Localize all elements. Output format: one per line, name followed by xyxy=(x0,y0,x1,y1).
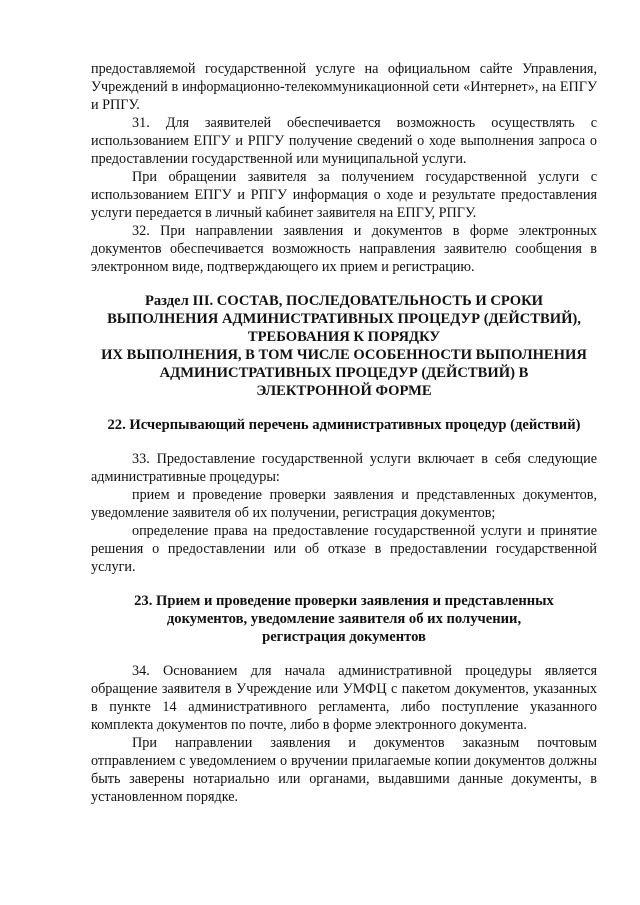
subsection-23-heading xyxy=(91,592,597,646)
section-heading-line: Раздел III. СОСТАВ, ПОСЛЕДОВАТЕЛЬНОСТЬ И СРОКИ xyxy=(144,293,544,309)
paragraph-33: 33. Предоставление государственной услуги включает в себя следующие административные процедуры: xyxy=(91,451,597,485)
paragraph-31: 31. Для заявителей обеспечивается возможность осуществлять с использованием ЕПГУ и РПГУ получение сведений о ходе выполнения запроса о предоставлении государственной или муниципальной услуги. xyxy=(91,115,597,167)
paragraph-33-item-2: определение права на предоставление государственной услуги и принятие решения о предоставлении или об отказе в предоставлении государственной услуги. xyxy=(91,523,597,575)
paragraph-34: 34. Основанием для начала административной процедуры является обращение заявителя в Учреждение или УМФЦ с пакетом документов, указанных в пункте 14 административного регламента, либо поступление указанного комплекта документов по почте, либо в форме электронного документа. xyxy=(91,663,597,733)
paragraph-continuation: предоставляемой государственной услуге на официальном сайте Управления, Учреждений в информационно-телекоммуникационной сети «Интернет», на ЕПГУ и РПГУ. xyxy=(91,61,597,113)
section-heading-line: ИХ ВЫПОЛНЕНИЯ, В ТОМ ЧИСЛЕ ОСОБЕННОСТИ ВЫПОЛНЕНИЯ xyxy=(101,347,587,363)
spacer xyxy=(91,400,597,416)
paragraph-32: 32. При направлении заявления и документов в форме электронных документов обеспечивается возможность направления заявителю сообщения в электронном виде, подтверждающего их прием и регистрацию. xyxy=(91,223,597,275)
spacer xyxy=(91,276,597,292)
paragraph-34-second: При направлении заявления и документов заказным почтовым отправлением с уведомлением о вручении прилагаемые копии документов должны быть заверены нотариально или органами, выдавшими данные документы, в установленном порядке. xyxy=(91,735,597,805)
document-body xyxy=(91,60,597,806)
spacer xyxy=(91,576,597,592)
subsection-heading-line: документов, уведомление заявителя об их получении, xyxy=(166,611,522,627)
section-3-heading xyxy=(91,292,597,400)
section-heading-line: ТРЕБОВАНИЯ К ПОРЯДКУ xyxy=(247,329,441,345)
section-heading-line: ВЫПОЛНЕНИЯ АДМИНИСТРАТИВНЫХ ПРОЦЕДУР (ДЕЙСТВИЙ), xyxy=(107,311,581,327)
spacer xyxy=(91,434,597,450)
spacer xyxy=(91,646,597,662)
section-heading-line: ЭЛЕКТРОННОЙ ФОРМЕ xyxy=(256,383,432,399)
section-heading-line: АДМИНИСТРАТИВНЫХ ПРОЦЕДУР (ДЕЙСТВИЙ) В xyxy=(159,365,529,381)
paragraph-33-item-1: прием и проведение проверки заявления и представленных документов, уведомление заявителя об их получении, регистрация документов; xyxy=(91,487,597,521)
paragraph-31-second: При обращении заявителя за получением государственной услуги с использованием ЕПГУ и РПГУ информация о ходе и результате предоставления услуги передается в личный кабинет заявителя на ЕПГУ, РПГУ. xyxy=(91,169,597,221)
subsection-22-heading: 22. Исчерпывающий перечень административных процедур (действий) xyxy=(107,417,581,433)
subsection-heading-line: 23. Прием и проведение проверки заявления и представленных xyxy=(134,593,554,609)
subsection-heading-line: регистрация документов xyxy=(262,629,426,645)
